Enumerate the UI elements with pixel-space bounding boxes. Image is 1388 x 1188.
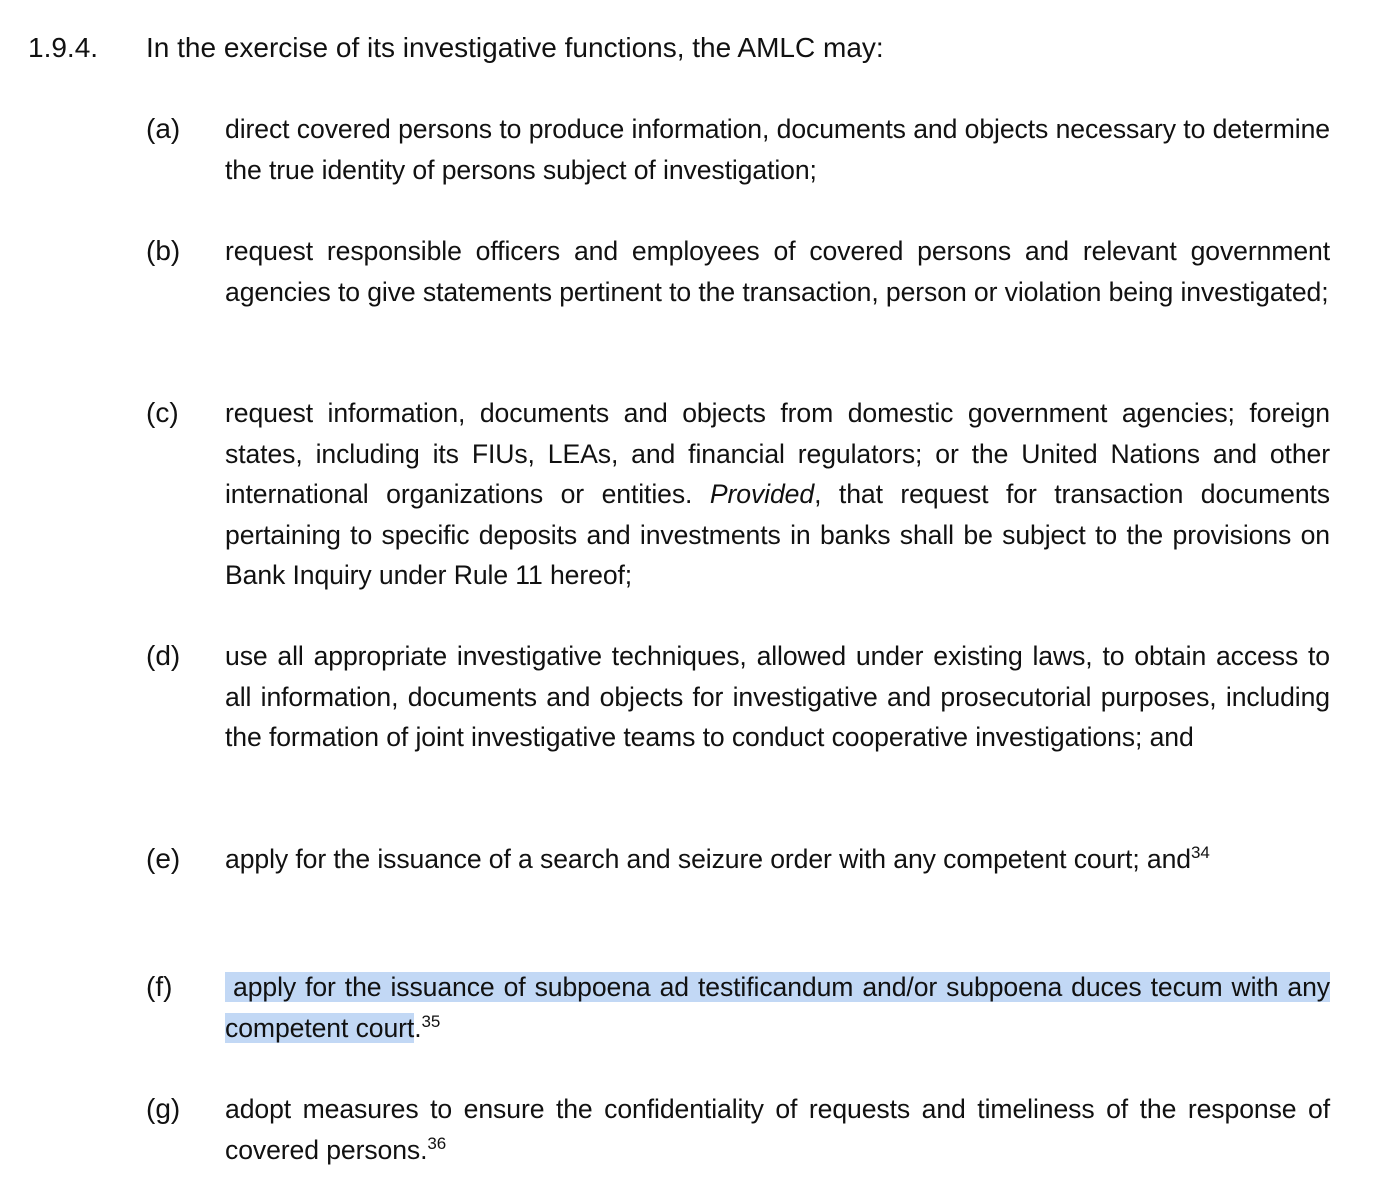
item-label: (g): [146, 1093, 181, 1124]
footnote-marker[interactable]: 34: [1190, 843, 1210, 863]
item-text: use all appropriate investigative techniques, allowed under existing laws, to obtain access to all information, documents and objects for investigative and prosecutorial purposes, including the formation of joint investigative teams to conduct cooperative investigations; and: [225, 641, 1330, 753]
item-label: (e): [146, 843, 181, 874]
list-item-f: [146, 967, 1330, 1048]
item-text: [225, 967, 1330, 1048]
footnote-marker[interactable]: 36: [427, 1133, 447, 1153]
item-label: (b): [146, 235, 181, 266]
item-text-after: , that request for transaction documents pertaining to specific deposits and investments in banks shall be subject to the provisions on Bank Inquiry under Rule 11 hereof;: [225, 479, 1330, 591]
list-item-e: [146, 839, 1330, 880]
footnote-marker[interactable]: 35: [421, 1011, 441, 1031]
list-item-g: [146, 1089, 1330, 1170]
item-text-provided: Provided: [709, 479, 815, 510]
list-item-b: [146, 231, 1330, 312]
item-label: (f): [146, 971, 173, 1002]
item-label: (d): [146, 640, 181, 671]
item-text-before: request information, documents and objects from domestic government agencies; foreign states, including its FIUs, LEAs, and financial regulators; or the United Nations and other international organizations or entities.: [225, 398, 1330, 510]
section-intro: In the exercise of its investigative functions, the AMLC may:: [146, 32, 884, 63]
list-item-a: [146, 109, 1330, 190]
item-text-body: apply for the issuance of a search and seizure order with any competent court; and: [225, 844, 1191, 874]
list-item-c: [146, 393, 1330, 596]
item-label: (a): [146, 113, 181, 144]
item-text: [225, 839, 1330, 880]
item-text-body: adopt measures to ensure the confidentiality of requests and timeliness of the response of covered persons.: [225, 1094, 1330, 1165]
item-text: [225, 1089, 1330, 1170]
highlighted-text-selection[interactable]: apply for the issuance of subpoena ad testificandum and/or subpoena duces tecum with any competent court: [225, 972, 1330, 1043]
item-text: [225, 393, 1330, 596]
list-item-d: [146, 636, 1330, 758]
section-number: 1.9.4.: [28, 32, 99, 63]
item-text-after: .: [414, 1012, 422, 1043]
item-text: request responsible officers and employees of covered persons and relevant government agencies to give statements pertinent to the transaction, person or violation being investigated;: [225, 236, 1330, 307]
item-label: (c): [146, 397, 179, 428]
item-text: direct covered persons to produce information, documents and objects necessary to determine the true identity of persons subject of investigation;: [225, 114, 1330, 185]
